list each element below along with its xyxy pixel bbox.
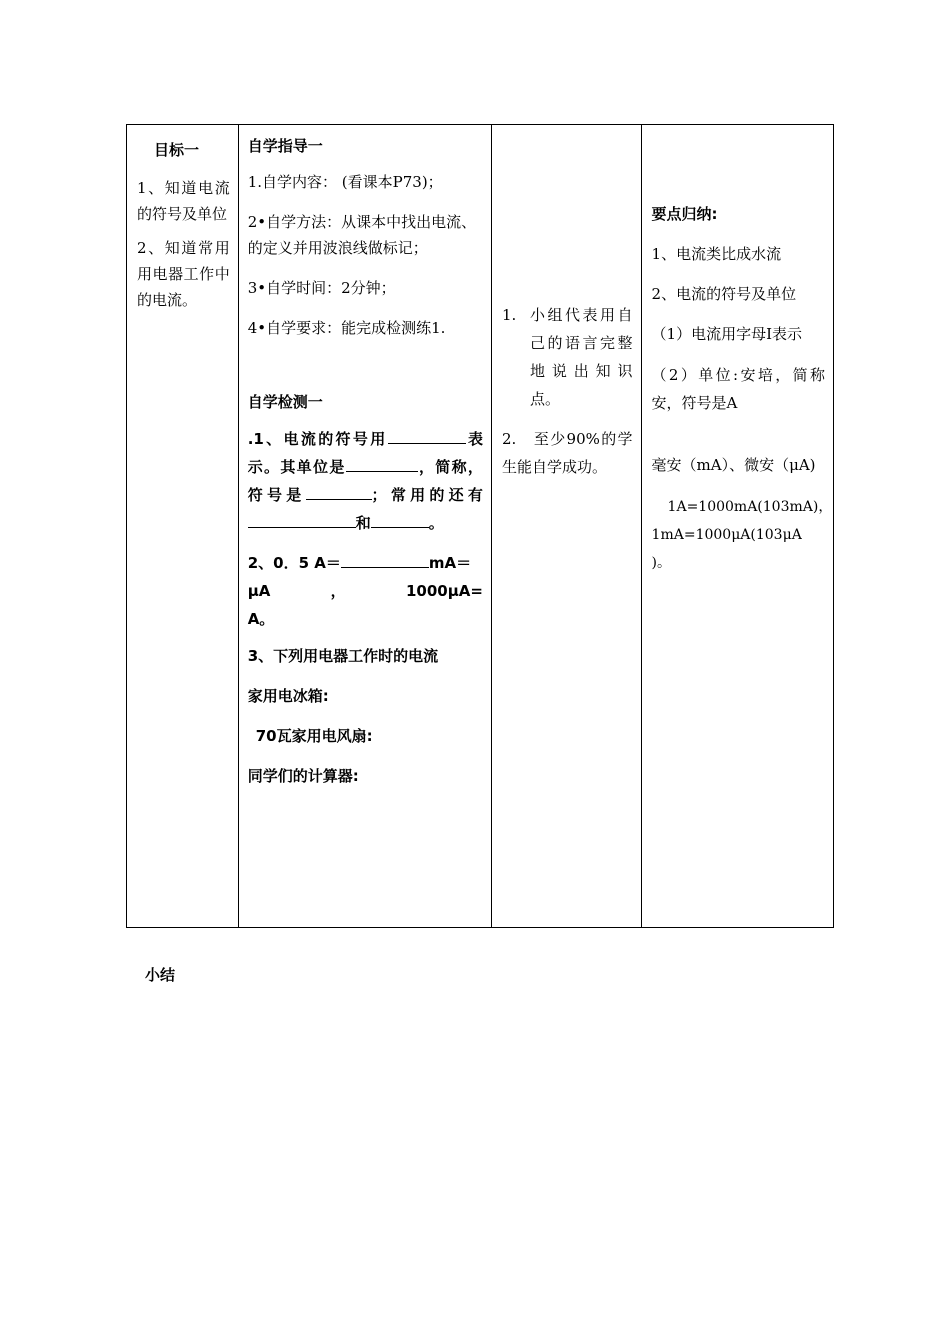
point-5: 毫安（mA）、微安（μA): [651, 456, 816, 474]
activity-column: [491, 125, 641, 927]
goal-column: [127, 125, 238, 927]
answer-blank[interactable]: [371, 513, 429, 528]
goal-item-1: 1、知道电流的符号及单位: [137, 179, 230, 223]
guide-title: 自学指导一: [247, 137, 323, 155]
points-title: 要点归纳:: [651, 205, 718, 223]
activity-item-1: 1. 小组代表用自己的语言完整地说出知识点。: [501, 306, 633, 408]
points-column: [641, 125, 833, 927]
test-question-2: 2、0．5 A＝ mA＝ μA ， 1000μA= A。: [247, 554, 483, 628]
fridge-item: 家用电冰箱:: [247, 687, 329, 705]
answer-blank[interactable]: [306, 485, 372, 500]
point-2: 2、电流的符号及单位: [651, 285, 797, 303]
activity-item-2: 2. 至少90%的学生能自学成功。: [501, 430, 633, 476]
guide-time: 3•自学时间：2分钟；: [247, 279, 396, 297]
fan-item: 70瓦家用电风扇:: [255, 727, 373, 745]
answer-blank[interactable]: [248, 513, 356, 528]
guide-requirement: 4•自学要求：能完成检测练1.: [247, 319, 446, 337]
lesson-table: [126, 124, 834, 928]
summary-heading: 小结: [145, 966, 176, 984]
point-6b: 1mA=1000μA(103μA )。: [651, 527, 802, 571]
test-question-3: 3、下列用电器工作时的电流: [247, 647, 439, 665]
point-4: （2）单位:安培，简称安，符号是A: [651, 366, 825, 412]
answer-blank[interactable]: [388, 429, 466, 444]
point-6a: 1A=1000mA(103mA)，: [667, 499, 833, 515]
guide-content: 1.自学内容： (看课本P73)；: [247, 173, 443, 191]
test-question-1: .1、电流的符号用 表示。其单位是 ，简称，符号是 ；常用的还有和 。: [247, 430, 483, 532]
guide-method: 2•自学方法：从课本中找出电流、的定义并用波浪线做标记；: [247, 213, 477, 257]
calculator-item: 同学们的计算器:: [247, 767, 359, 785]
point-3: （1）电流用字母I表示: [651, 325, 803, 343]
goal-title: 目标一: [154, 141, 200, 159]
goal-item-2: 2、知道常用用电器工作中的电流。: [137, 239, 230, 309]
point-1: 1、电流类比成水流: [651, 245, 782, 263]
test-title: 自学检测一: [247, 393, 323, 411]
guide-column: [238, 125, 491, 927]
answer-blank[interactable]: [341, 553, 429, 568]
answer-blank[interactable]: [346, 457, 418, 472]
